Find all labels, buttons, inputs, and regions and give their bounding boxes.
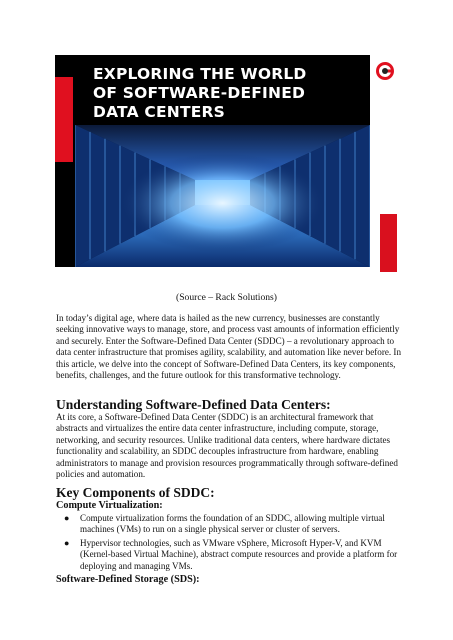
section-heading-understanding: Understanding Software-Defined Data Centers: [56, 397, 331, 412]
decorative-red-bar-left [55, 77, 73, 162]
understanding-paragraph: At its core, a Software-Defined Data Center (SDDC) is an architectural framework that abstracts and virtualizes the entire data center infrastructure, including compute, storage, networking, and security resources. Unlike traditional data centers, where hardware dictates functionality and scalability, an SDDC decouples infrastructure from hardware, enabling administrators to manage and provision resources programmatically through software-defined policies and automation. [56, 412, 398, 480]
list-item [56, 538, 401, 572]
list-item-text: Compute virtualization forms the foundation of an SDDC, allowing multiple virtual machines (VMs) to run on a single physical server or cluster of servers. [80, 513, 385, 535]
banner-title-line-1: EXPLORING THE WORLD [93, 65, 307, 83]
list-item-text: Hypervisor technologies, such as VMware vSphere, Microsoft Hyper-V, and KVM (Kernel-based Virtual Machine), abstract compute resources and provide a platform for deploying and managing VMs. [80, 537, 398, 571]
decorative-red-bar-right [380, 214, 397, 272]
server-room-photo [75, 125, 370, 267]
list-item [56, 513, 401, 536]
bullet-dot-icon: ● [64, 537, 70, 548]
bullet-dot-icon: ● [64, 513, 70, 523]
banner-title-line-3: DATA CENTERS [93, 103, 226, 121]
brand-logo-icon [376, 62, 394, 80]
section-heading-key-components: Key Components of SDDC: [56, 485, 215, 500]
compute-bullet-list [56, 513, 401, 574]
image-caption: (Source – Rack Solutions) [176, 292, 277, 303]
subheading-compute-virtualization: Compute Virtualization: [56, 500, 163, 511]
subheading-software-defined-storage: Software-Defined Storage (SDS): [56, 574, 200, 585]
banner-title-line-2: OF SOFTWARE-DEFINED [93, 84, 306, 102]
banner-title [93, 65, 333, 122]
intro-paragraph: In today’s digital age, where data is hailed as the new currency, businesses are constantly seeking innovative ways to manage, store, and process vast amounts of information efficiently and securely. Enter the Software-Defined Data Center (SDDC) – a revolutionary approach to data center infrastructure that promises agility, scalability, and automation like never before. In this article, we delve into the concept of Software-Defined Data Centers, its key components, benefits, challenges, and the future outlook for this transformative technology. [56, 313, 402, 381]
